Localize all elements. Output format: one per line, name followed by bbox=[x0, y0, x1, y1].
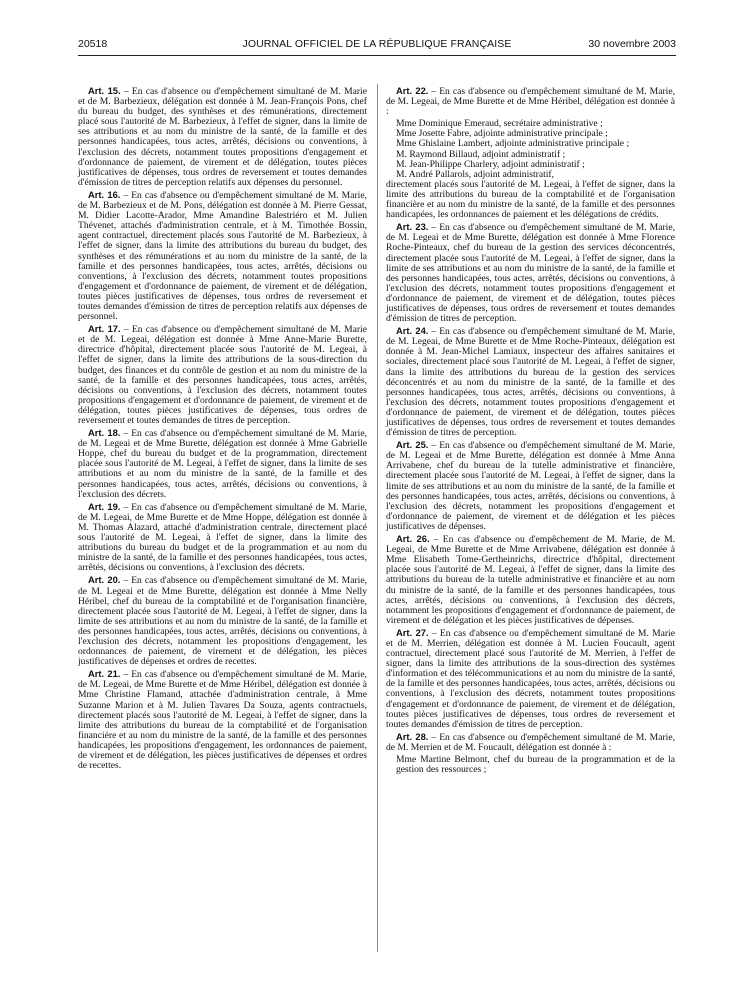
article-text: – En cas d'absence ou d'empêchement simultané de M. Marie, de M. Legeai et de Mme Burette, délégation est donnée à Mme Florence Roche-Pinteaux, chef du bureau de la gestion des services déconcentrés, directement placée sous l'autorité de M. Legeai, à l'effet de signer, dans la limite de ses attributions et au nom du ministre de la santé, de la famille et des personnes handicapées, tous actes, arrêtés, décisions ou conventions, à l'exclusion des décrets, notamment toutes propositions d'engagement et d'ordonnance de paiement, de virement et de délégation, toutes pièces justificatives de dépenses, tous ordres de reversement et toutes demandes d'émission de titres de perception. bbox=[386, 222, 675, 325]
article-28 bbox=[386, 732, 675, 753]
article-number: Art. 22. bbox=[396, 85, 429, 96]
article-text: – En cas d'absence ou d'empêchement simultané de M. Marie, de M. Legeai et de Mme Burette, délégation est donnée à Mme Gabrielle Hoppe, chef du bureau du budget et de la programmation, directement placée sous l'autorité de M. Legeai, à l'effet de signer, dans la limite de ses attributions et au nom du ministre de la santé, de la famille et des personnes handicapées, tous actes, arrêtés, décisions ou conventions, à l'exclusion des décrets. bbox=[78, 428, 367, 500]
article-22 bbox=[386, 86, 675, 117]
publication-date: 30 novembre 2003 bbox=[588, 38, 676, 50]
list-item: Mme Josette Fabre, adjointe administrative principale ; bbox=[396, 128, 608, 140]
article-15 bbox=[78, 86, 367, 188]
article-22-continuation: directement placés sous l'autorité de M. Legeai, à l'effet de signer, dans la limite des attributions du bureau de la comptabilité et de l'organisation financière et au nom du ministre de la santé, de la famille et des personnes handicapées, les ordonnances de paiement et les délégations de crédits. bbox=[386, 178, 675, 221]
list-item: M. Raymond Billaud, adjoint administratif ; bbox=[396, 148, 566, 160]
page-header bbox=[78, 38, 676, 54]
article-text: – En cas d'absence ou d'empêchement simultané de M. Marie et de M. Merrien, délégation est donnée à M. Lucien Foucault, agent contractuel, directement placé sous l'autorité de M. Merrien, à l'effet de signer, dans la limite des attributions de la sous-direction des systèmes d'information et des télécommunications et au nom du ministre de la santé, de la famille et des personnes handicapées, tous actes, arrêtés, décisions ou conventions, à l'exclusion des décrets, notamment toutes propositions d'engagement et d'ordonnance de paiement, de virement et de délégation, toutes pièces justificatives de dépenses, tous ordres de reversement et toutes demandes d'émission de titres de perception. bbox=[386, 627, 675, 730]
article-number: Art. 24. bbox=[396, 325, 429, 337]
article-27 bbox=[386, 628, 675, 730]
article-text: – En cas d'absence ou d'empêchement simultané de M. Marie, de M. Legeai, de Mme Burette et de Mme Héribel, délégation est donnée à : bbox=[386, 86, 675, 118]
article-text: – En cas d'absence ou d'empêchement simultané de M. Marie et de M. Legeai, délégation est donnée à Mme Anne-Marie Burette, directrice d'hôpital, directement placée sous l'autorité de M. Legeai, à l'effet de signer, dans la limite des attributions de la sous-direction du budget, des finances et du contrôle de gestion et au nom du ministre de la santé, de la famille et des personnes handicapées, tous actes, arrêtés, décisions ou conventions, à l'exclusion des décrets, notamment toutes propositions d'engagement et d'ordonnance de paiement, de virement et de délégation, toutes pièces justificatives de dépenses, tous ordres de reversement et toutes demandes de titres de perception. bbox=[78, 324, 367, 426]
article-number: Art. 20. bbox=[88, 574, 121, 586]
list-item: Mme Ghislaine Lambert, adjointe administrative principale ; bbox=[396, 138, 630, 150]
column-divider bbox=[377, 84, 378, 952]
article-text: – En cas d'absence ou d'empêchement simultané de M. Marie, de M. Legeai et de Mme Burette, délégation est donnée à Mme Anna Arrivabene, chef du bureau de la tutelle administrative et financière, directement placée sous l'autorité de M. Legeai, à l'effet de signer, dans la limite de ses attributions et au nom du ministre de la santé, de la famille et des personnes handicapées, tous actes, arrêtés, décisions ou conventions, à l'exclusion des décrets, notamment les propositions d'engagement et d'ordonnance de paiement, de virement et de délégation et les pièces justificatives de dépenses. bbox=[386, 440, 675, 532]
list-item: M. André Pallarols, adjoint administratif, bbox=[396, 168, 555, 180]
article-number: Art. 26. bbox=[396, 533, 430, 545]
article-text: – En cas d'absence ou d'empêchement simultané de M. Marie, de M. Merrien et de M. Foucault, délégation est donnée à : bbox=[386, 731, 675, 753]
article-number: Art. 19. bbox=[88, 500, 121, 512]
left-column bbox=[78, 86, 367, 773]
article-text: – En cas d'absence ou d'empêchement de M. Marie, de M. Legeai, de Mme Burette et de Mme Arrivabene, délégation est donnée à Mme Elisabeth Tome-Gertheinrichs, directrice d'hôpital, directement placée sous l'autorité de M. Legeai, à l'effet de signer, dans la limite des attributions du bureau de la tutelle administrative et financière et au nom du ministre de la santé, de la famille et des personnes handicapées, tous actes, arrêtés, décisions ou conventions, à l'exclusion des décrets, notamment les propositions d'engagement et d'ordonnance de paiement, de virement et de délégation et les pièces justificatives de dépenses. bbox=[386, 534, 675, 626]
list-item: Mme Martine Belmont, chef du bureau de la programmation et de la gestion des ressources ; bbox=[396, 754, 675, 776]
article-text: – En cas d'absence ou d'empêchement simultané de M. Marie, de M. Barbezieux et de M. Pons, délégation est donnée à M. Pierre Gessat, M. Didier Lacotte-Arador, Mme Amandine Balestriéro et M. Julien Thévenet, attachés d'administration centrale, et à M. Timothée Bossin, agent contractuel, directement placés sous l'autorité de M. Barbezieux, à l'effet de signer, dans la limite des attributions du bureau du budget, des synthèses et des rémunérations et au nom du ministre de la santé, de la famille et des personnes handicapées, tous actes, arrêtés, décisions ou conventions, à l'exclusion des décrets, notamment toutes propositions d'engagement et d'ordonnance de paiement, de virement et de délégation, toutes pièces justificatives de dépenses, tous ordres de reversement et toutes demandes d'émission de titres de perception relatifs aux dépenses de personnel. bbox=[78, 189, 367, 323]
article-18 bbox=[78, 428, 367, 500]
article-24 bbox=[386, 326, 675, 438]
article-number: Art. 28. bbox=[396, 730, 429, 742]
right-column bbox=[386, 86, 675, 775]
article-25 bbox=[386, 440, 675, 532]
article-number: Art. 18. bbox=[88, 427, 121, 439]
article-19 bbox=[78, 502, 367, 574]
article-number: Art. 21. bbox=[88, 668, 121, 680]
article-text: – En cas d'absence ou d'empêchement simultané de M. Marie, de M. Legeai et de Mme Burette, délégation est donnée à Mme Nelly Héribel, chef du bureau de la comptabilité et de l'organisation financière, directement placée sous l'autorité de M. Legeai, à l'effet de signer, dans la limite de ses attributions et au nom du ministre de la santé, de la famille et des personnes handicapées, tous actes, arrêtés, décisions ou conventions, à l'exclusion des décrets, notamment les propositions d'engagement, les ordonnances de paiement, de virement et de délégation, les pièces justificatives de dépenses et ordres de recettes. bbox=[78, 575, 367, 668]
article-text: – En cas d'absence ou d'empêchement simultané de M. Marie et de M. Barbezieux, délégation est donnée à M. Jean-François Pons, chef du bureau du budget, des synthèses et des rémunérations, directement placé sous l'autorité de M. Barbezieux, à l'effet de signer, dans la limite de ses attributions et au nom du ministre de la santé, de la famille et des personnes handicapées, tous actes, arrêtés, décisions ou conventions, à l'exclusion des décrets, notamment toutes propositions d'engagement et d'ordonnance de paiement, de virement et de délégation, toutes pièces justificatives de dépenses, tous ordres de reversement et toutes demandes d'émission de titres de perception relatifs aux dépenses du personnel. bbox=[78, 86, 367, 188]
article-number: Art. 27. bbox=[396, 626, 429, 638]
article-text: – En cas d'absence ou d'empêchement simultané de M. Marie, de M. Legeai, de Mme Burette et de Mme Hoppe, délégation est donnée à M. Thomas Alazard, attaché d'administration centrale, directement placé sous l'autorité de M. Legeai, à l'effet de signer, dans la limite des attributions du bureau du budget et de la programmation et au nom du ministre de la santé, de la famille et des personnes handicapées, tous actes, arrêtés, décisions ou conventions, à l'exclusion des décrets. bbox=[78, 501, 367, 574]
article-text: – En cas d'absence ou d'empêchement simultané de M. Marie, de M. Legeai, de Mme Burette et de Mme Roche-Pinteaux, délégation est donnée à M. Jean-Michel Lamiaux, inspecteur des affaires sanitaires et sociales, directement placé sous l'autorité de M. Legeai, à l'effet de signer, dans la limite des attributions du bureau de la gestion des services déconcentrés et au nom du ministre de la santé, de la famille et des personnes handicapées, tous actes, arrêtés, décisions ou conventions, à l'exclusion des décrets, notamment toutes propositions d'engagement et d'ordonnance de paiement, de virement et de délégation, toutes pièces justificatives de dépenses, tous ordres de reversement et toutes demandes d'émission de titres de perception. bbox=[386, 326, 675, 439]
list-item: Mme Dominique Emeraud, secrétaire administrative ; bbox=[396, 118, 603, 130]
article-26 bbox=[386, 534, 675, 626]
article-number: Art. 17. bbox=[88, 323, 121, 335]
article-17 bbox=[78, 324, 367, 426]
journal-title: JOURNAL OFFICIEL DE LA RÉPUBLIQUE FRANÇAISE bbox=[242, 38, 512, 50]
article-23 bbox=[386, 222, 675, 324]
list-item: M. Jean-Philippe Charlery, adjoint administratif ; bbox=[396, 158, 585, 170]
header-rule bbox=[78, 55, 676, 56]
article-21 bbox=[78, 669, 367, 771]
article-number: Art. 25. bbox=[396, 439, 429, 451]
article-number: Art. 23. bbox=[396, 221, 429, 233]
page-number: 20518 bbox=[78, 38, 108, 50]
article-text: – En cas d'absence ou d'empêchement simultané de M. Marie, de M. Legeai, de Mme Burette et de Mme Héribel, délégation est donnée à Mme Christine Flamand, attachée d'administration centrale, à Mme Suzanne Marion et à M. Julien Tavares Da Souza, agents contractuels, directement placés sous l'autorité de M. Legeai, à l'effet de signer, dans la limite des attributions du bureau de la comptabilité et de l'organisation financière et au nom du ministre de la santé, de la famille et des personnes handicapées, les propositions d'engagement, les ordonnances de paiement, de virement et de délégation, les pièces justificatives de dépenses et ordres de recettes. bbox=[78, 669, 367, 772]
article-number: Art. 16. bbox=[88, 188, 121, 200]
article-20 bbox=[78, 575, 367, 667]
article-16 bbox=[78, 190, 367, 322]
article-number: Art. 15. bbox=[88, 85, 121, 96]
